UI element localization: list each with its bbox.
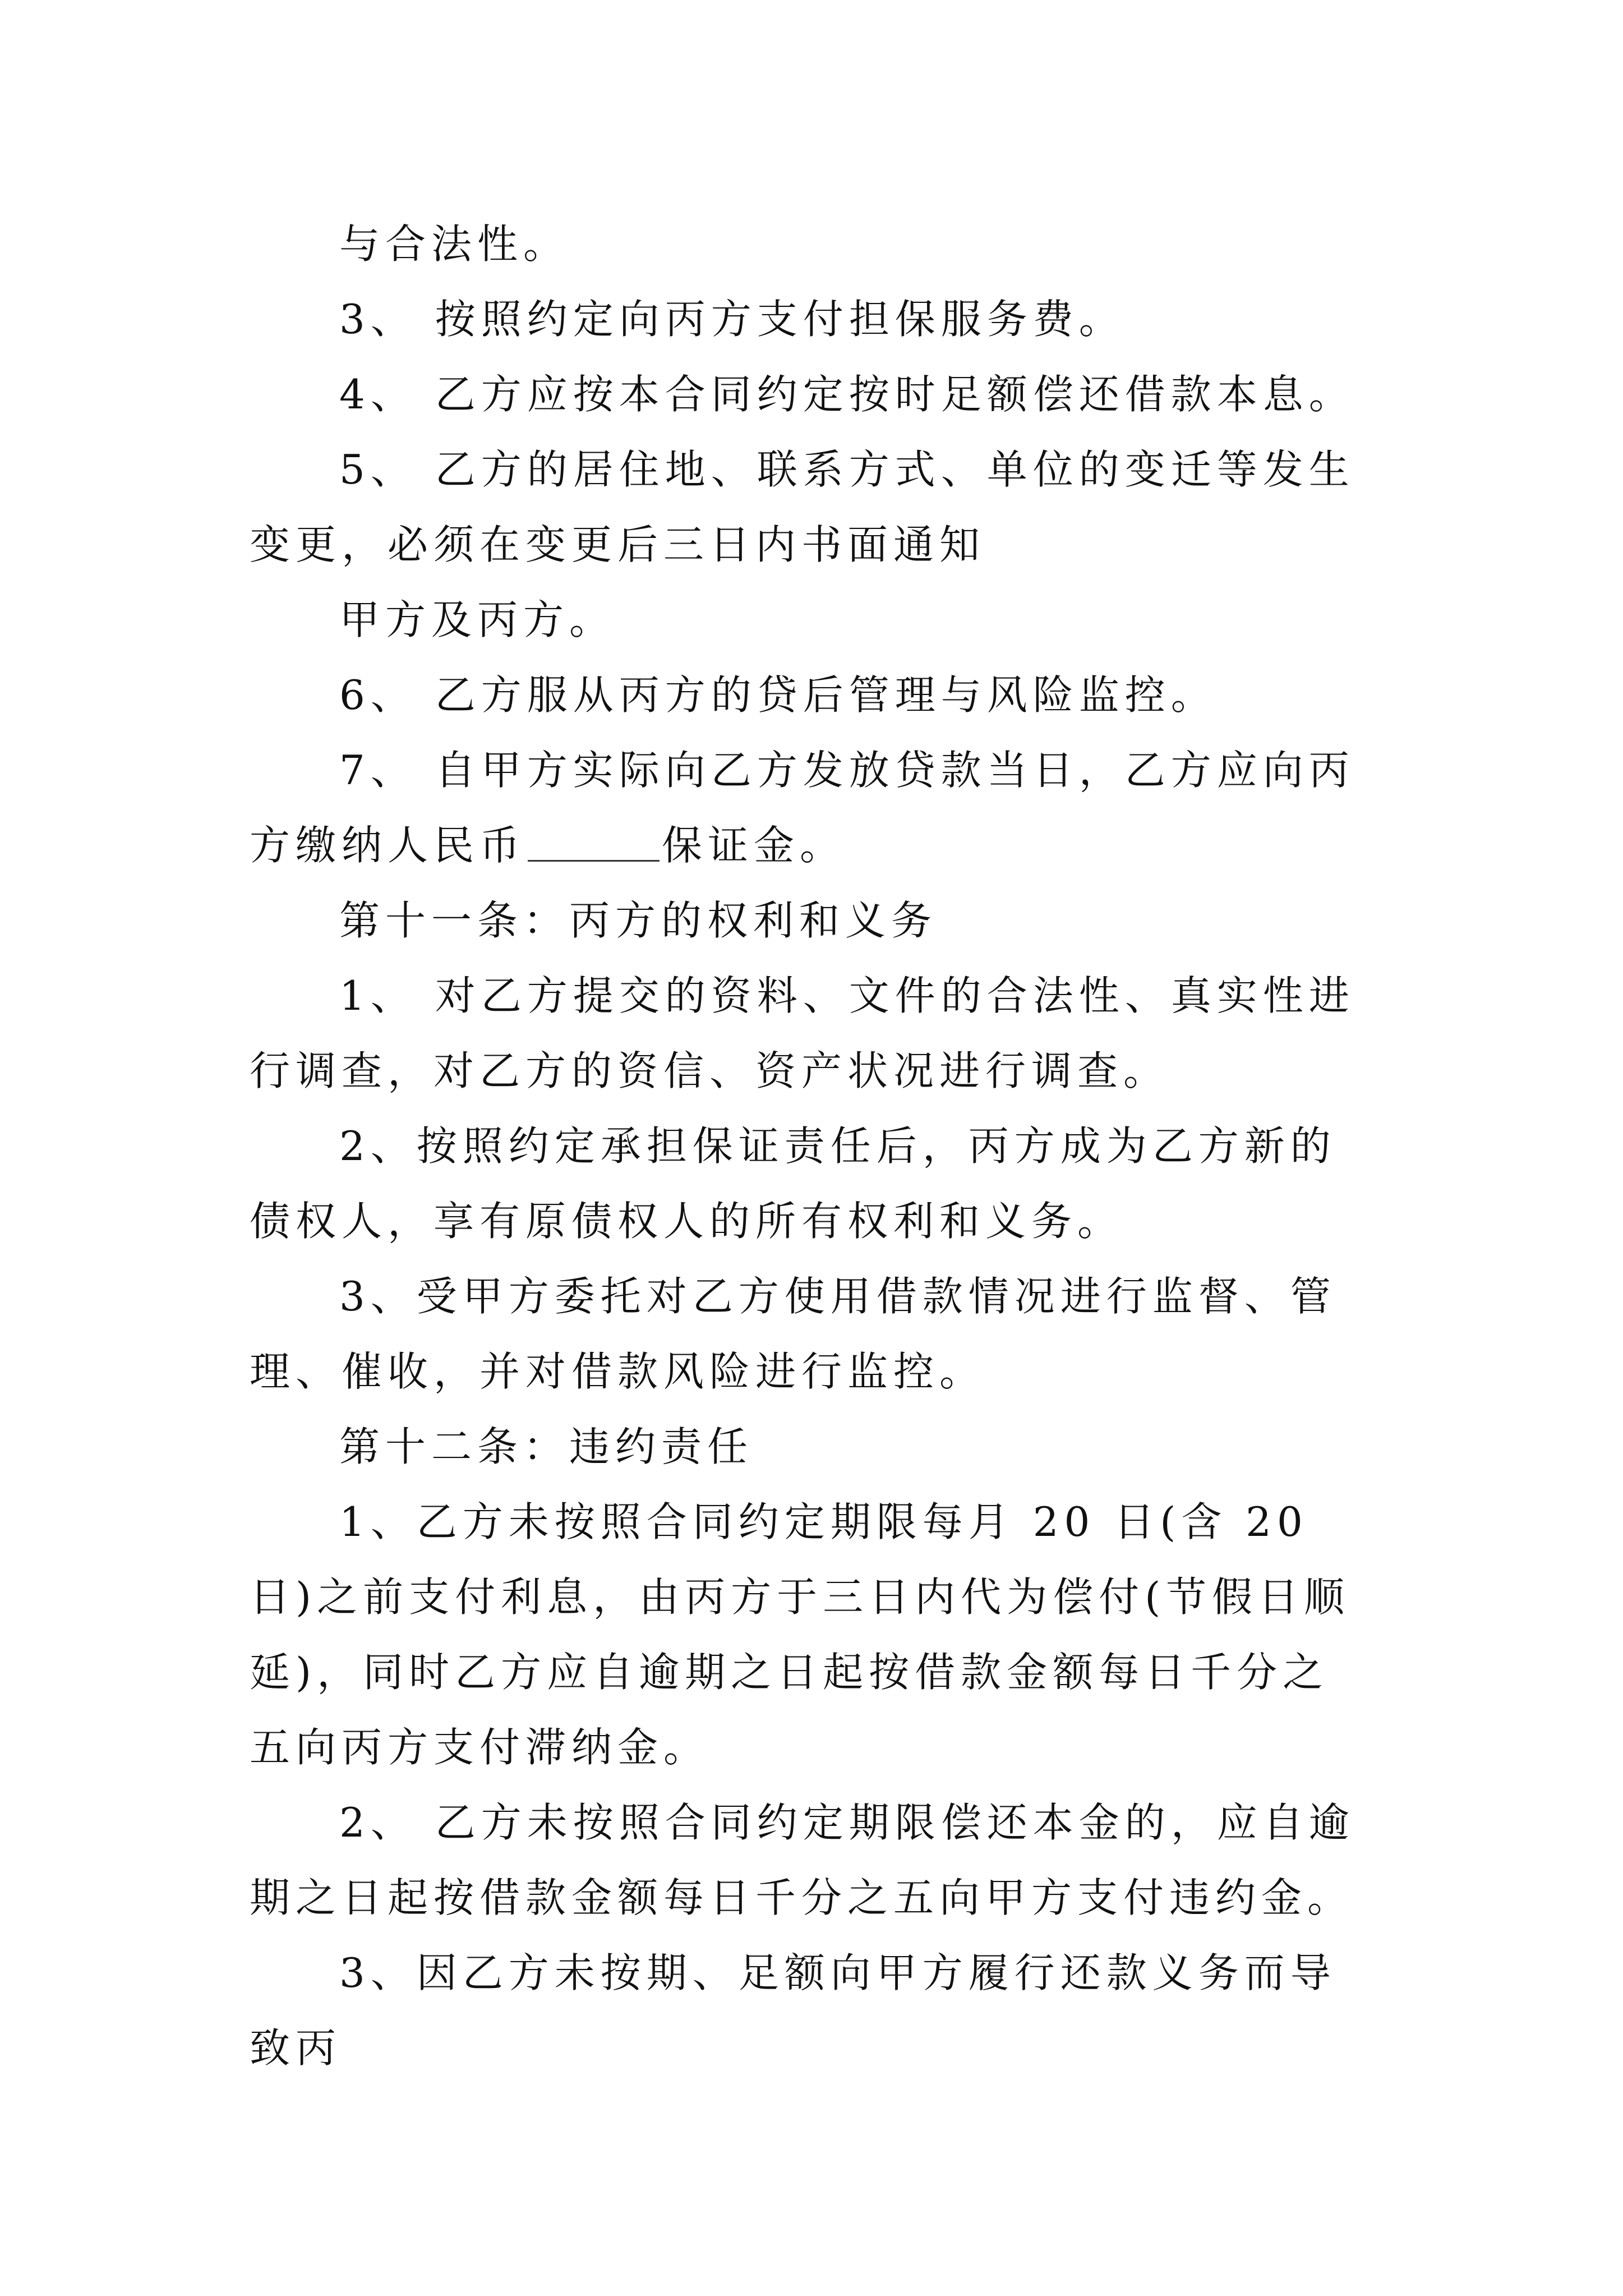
paragraph: 2、按照约定承担保证责任后，丙方成为乙方新的债权人，享有原债权人的所有权利和义务。: [250, 1122, 1336, 1245]
paragraph-part: 7、 自甲方实际向乙方发放贷款当日，乙方应向丙方缴纳人民币: [250, 747, 1355, 869]
paragraph: 1、 对乙方提交的资料、文件的合法性、真实性进行调查，对乙方的资信、资产状况进行调查。: [250, 972, 1355, 1094]
fill-in-blank: [528, 826, 660, 862]
paragraph: 1、乙方未按照合同约定期限每月 20 日(含 20 日)之前支付利息，由丙方于三日内代为偿付(节假日顺延)，同时乙方应自逾期之日起按借款金额每日千分之五向丙方支付滞纳金。: [250, 1498, 1350, 1771]
paragraph-with-blank: [250, 733, 1374, 883]
paragraph: 3、受甲方委托对乙方使用借款情况进行监督、管理、催收，并对借款风险进行监控。: [250, 1273, 1336, 1395]
section-heading: 第十二条：违约责任: [339, 1423, 754, 1470]
paragraph: 5、 乙方的居住地、联系方式、单位的变迁等发生变更，必须在变更后三日内书面通知: [250, 446, 1355, 568]
paragraph: 3、 按照约定向丙方支付担保服务费。: [339, 296, 1125, 343]
paragraph: 甲方及丙方。: [339, 596, 616, 643]
paragraph-part: 保证金。: [662, 822, 846, 869]
document-body: [250, 206, 1374, 2086]
paragraph: 6、 乙方服从丙方的贷后管理与风险监控。: [339, 671, 1217, 719]
paragraph: 3、因乙方未按期、足额向甲方履行还款义务而导致丙: [250, 1949, 1336, 2072]
paragraph: 4、 乙方应按本合同约定按时足额偿还借款本息。: [339, 371, 1355, 418]
section-heading: 第十一条：丙方的权利和义务: [339, 897, 938, 944]
paragraph: 与合法性。: [339, 220, 570, 268]
paragraph: 2、 乙方未按照合同约定期限偿还本金的，应自逾期之日起按借款金额每日千分之五向甲方支付违约金。: [250, 1799, 1355, 1921]
